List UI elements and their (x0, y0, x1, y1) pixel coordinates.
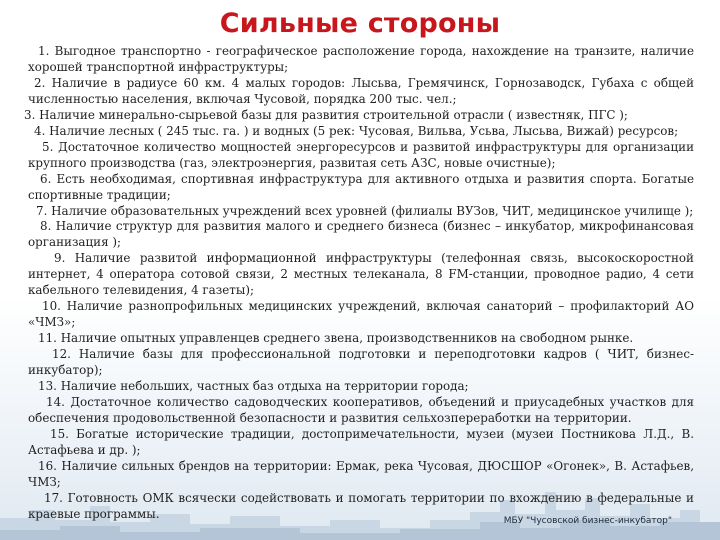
list-item: 1. Выгодное транспортно - географическое расположение города, нахождение на транзите, наличие хорошей транспортной инфраструктуры; (28, 44, 694, 74)
strengths-list (24, 44, 694, 523)
list-item: 7. Наличие образовательных учреждений всех уровней (филиалы ВУЗов, ЧИТ, медицинское училище ); (36, 203, 694, 218)
list-item: 5. Достаточное количество мощностей энергоресурсов и развитой инфраструктуры для организации крупного производства (газ, электроэнергия, развитая сеть АЗС, новые очистные); (28, 139, 694, 170)
slide-title: Сильные стороны (219, 8, 501, 39)
list-item: 9. Наличие развитой информационной инфраструктуры (телефонная связь, высокоскоростной интернет, 4 оператора сотовой связи, 2 местных телеканала, 8 FM-станции, проводное радио, 4 сети кабельного телевидения, 4 газеты); (28, 251, 694, 298)
list-item: 16. Наличие сильных брендов на территории: Ермак, река Чусовая, ДЮСШОР «Огонек», В. Астафьев, ЧМЗ; (28, 458, 694, 489)
list-item: 6. Есть необходимая, спортивная инфраструктура для активного отдыха и развития спорта. Богатые спортивные традиции; (28, 171, 694, 202)
list-item: 10. Наличие разнопрофильных медицинских учреждений, включая санаторий – профилакторий АО «ЧМЗ»; (28, 299, 694, 330)
list-item: 11. Наличие опытных управленцев среднего звена, производственников на свободном рынке. (38, 331, 634, 346)
list-item: 14. Достаточное количество садоводческих кооперативов, объедений и приусадебных участков для обеспечения продовольственной безопасности и развития сельхозпереработки на территории. (28, 394, 694, 425)
list-item: 8. Наличие структур для развития малого и среднего бизнеса (бизнес – инкубатор, микрофинансовая организация ); (28, 219, 694, 250)
list-item: 17. Готовность ОМК всячески содействовать и помогать территории по вхождению в федеральные и краевые программы. (28, 490, 694, 521)
list-item: 2. Наличие в радиусе 60 км. 4 малых городов: Лысьва, Гремячинск, Горнозаводск, Губаха с общей численностью населения, включая Чусовой, порядка 200 тыс. чел.; (28, 75, 694, 106)
list-item: 15. Богатые исторические традиции, достопримечательности, музеи (музеи Постникова Л.Д., В. Астафьева и др. ); (28, 426, 694, 457)
list-item: 12. Наличие базы для профессиональной подготовки и переподготовки кадров ( ЧИТ, бизнес-инкубатор); (28, 347, 694, 378)
list-item: 4. Наличие лесных ( 245 тыс. га. ) и водных (5 рек: Чусовая, Вильва, Усьва, Лысьва, Вижай) ресурсов; (34, 123, 679, 138)
list-item: 13. Наличие небольших, частных баз отдыха на территории города; (38, 379, 469, 394)
list-item: 3. Наличие минерально-сырьевой базы для развития строительной отрасли ( известняк, ПГС ); (24, 107, 628, 122)
footer-organization: МБУ "Чусовской бизнес-инкубатор" (503, 516, 672, 526)
